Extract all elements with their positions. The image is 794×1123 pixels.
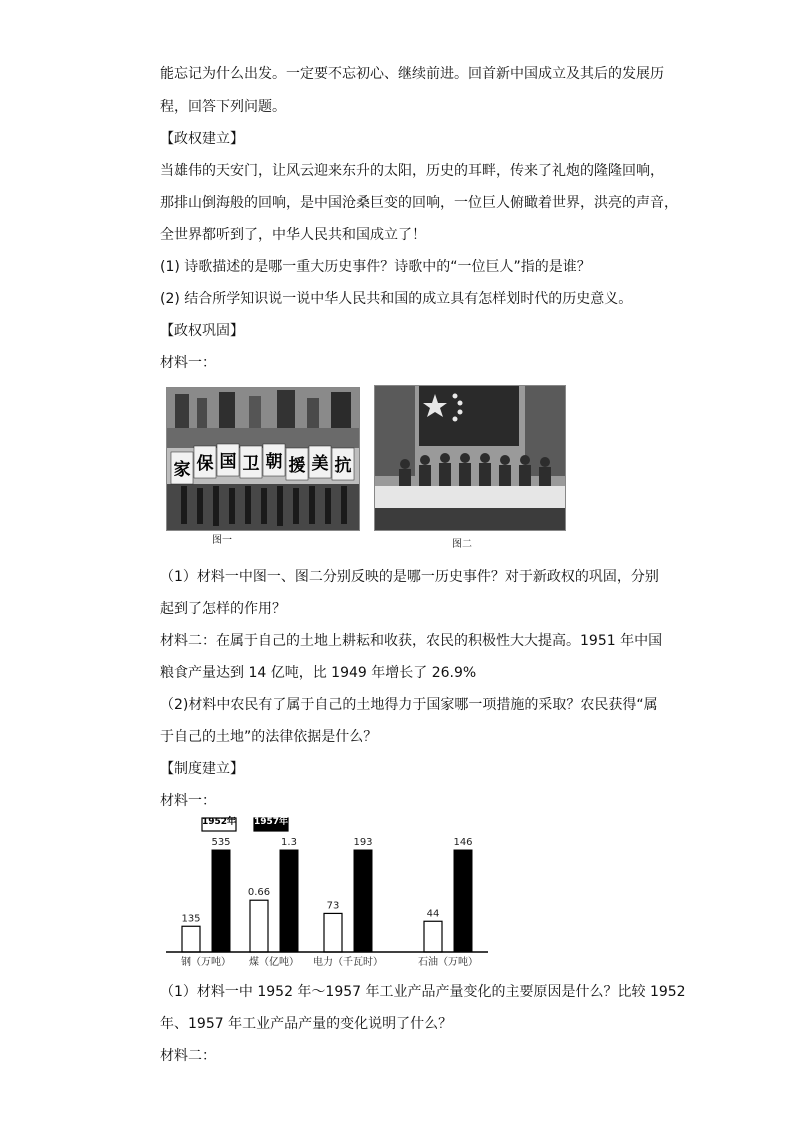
bar-1957: [280, 850, 298, 952]
material-text: 材料二：在属于自己的土地上耕耘和收获，农民的积极性大大提高。1951 年中国: [160, 633, 663, 649]
bar-1957: [212, 850, 230, 952]
material-text: 粮食产量达到 14 亿吨，比 1949 年增长了 26.9%: [160, 665, 477, 681]
banner-char: 抗: [334, 456, 352, 476]
question-line: 于自己的土地”的法律依据是什么？: [160, 729, 378, 745]
data-label-1952: 135: [181, 913, 201, 925]
data-label-1957: 146: [453, 837, 473, 848]
banner-char: 国: [219, 452, 237, 472]
bar-1952: [250, 900, 268, 952]
section-heading: 【政权巩固】: [160, 323, 244, 339]
section-heading: 【政权建立】: [160, 131, 244, 147]
bar-1952: [182, 926, 200, 952]
data-label-1957: 535: [211, 837, 231, 848]
banner-char: 保: [196, 454, 214, 474]
banner-char: 援: [288, 456, 306, 476]
material-label: 材料一：: [160, 355, 216, 371]
question-line: （2)材料中农民有了属于自己的土地得力于国家哪一项措施的采取？农民获得“属: [160, 697, 658, 713]
category-label: 电力（千瓦时）: [313, 957, 383, 968]
banner-char: 美: [311, 454, 329, 474]
bar-1952: [424, 921, 442, 952]
banner-char: 家: [173, 460, 191, 480]
category-label: 钢（万吨）: [181, 957, 231, 968]
text-line: 能忘记为什么出发。一定要不忘初心、继续前进。回首新中国成立及其后的发展历: [160, 66, 664, 82]
figure-2-caption: 图二: [452, 539, 472, 550]
question-line: (1) 诗歌描述的是哪一重大历史事件？诗歌中的“一位巨人”指的是谁？: [160, 259, 591, 275]
question-line: 起到了怎样的作用？: [160, 601, 286, 617]
material-label: 材料一：: [160, 793, 216, 809]
text-line: 当雄伟的天安门，让风云迎来东升的太阳，历史的耳畔，传来了礼炮的隆隆回响，: [160, 163, 664, 179]
data-label-1957: 1.3: [281, 837, 297, 848]
text-line: 程，回答下列问题。: [160, 99, 286, 115]
bar-1957: [354, 850, 372, 952]
protest-photo: [167, 388, 359, 530]
question-line: （1）材料一中图一、图二分别反映的是哪一历史事件？对于新政权的巩固，分别: [160, 569, 659, 585]
question-line: (2) 结合所学知识说一说中华人民共和国的成立具有怎样划时代的历史意义。: [160, 291, 633, 307]
category-label: 石油（万吨）: [418, 957, 478, 968]
bar-1952: [324, 913, 342, 952]
industry-output-chart: [166, 812, 506, 972]
material-label: 材料二：: [160, 1048, 216, 1064]
signing-photo: [375, 386, 565, 530]
text-line: 那排山倒海般的回响，是中国沧桑巨变的回响，一位巨人俯瞰着世界，洪亮的声音，: [160, 195, 678, 211]
text-line: 全世界都听到了，中华人民共和国成立了！: [160, 227, 426, 243]
legend-label: 1952年: [201, 817, 237, 827]
photo-figure-1: [166, 387, 360, 531]
photo-figure-2: [374, 385, 566, 531]
bar-1957: [454, 850, 472, 952]
data-label-1952: 44: [426, 908, 440, 920]
question-line: （1）材料一中 1952 年～1957 年工业产品产量变化的主要原因是什么？比较 1952: [160, 984, 686, 1000]
banner-char: 卫: [242, 454, 260, 474]
figure-1-caption: 图一: [212, 535, 232, 546]
question-line: 年、1957 年工业产品产量的变化说明了什么？: [160, 1016, 453, 1032]
legend-label: 1957年: [253, 817, 289, 827]
data-label-1952: 73: [326, 900, 340, 912]
banner-char: 朝: [265, 452, 283, 472]
category-label: 煤（亿吨）: [249, 957, 299, 968]
data-label-1957: 193: [353, 837, 373, 848]
data-label-1952: 0.66: [247, 887, 271, 899]
section-heading: 【制度建立】: [160, 761, 244, 777]
